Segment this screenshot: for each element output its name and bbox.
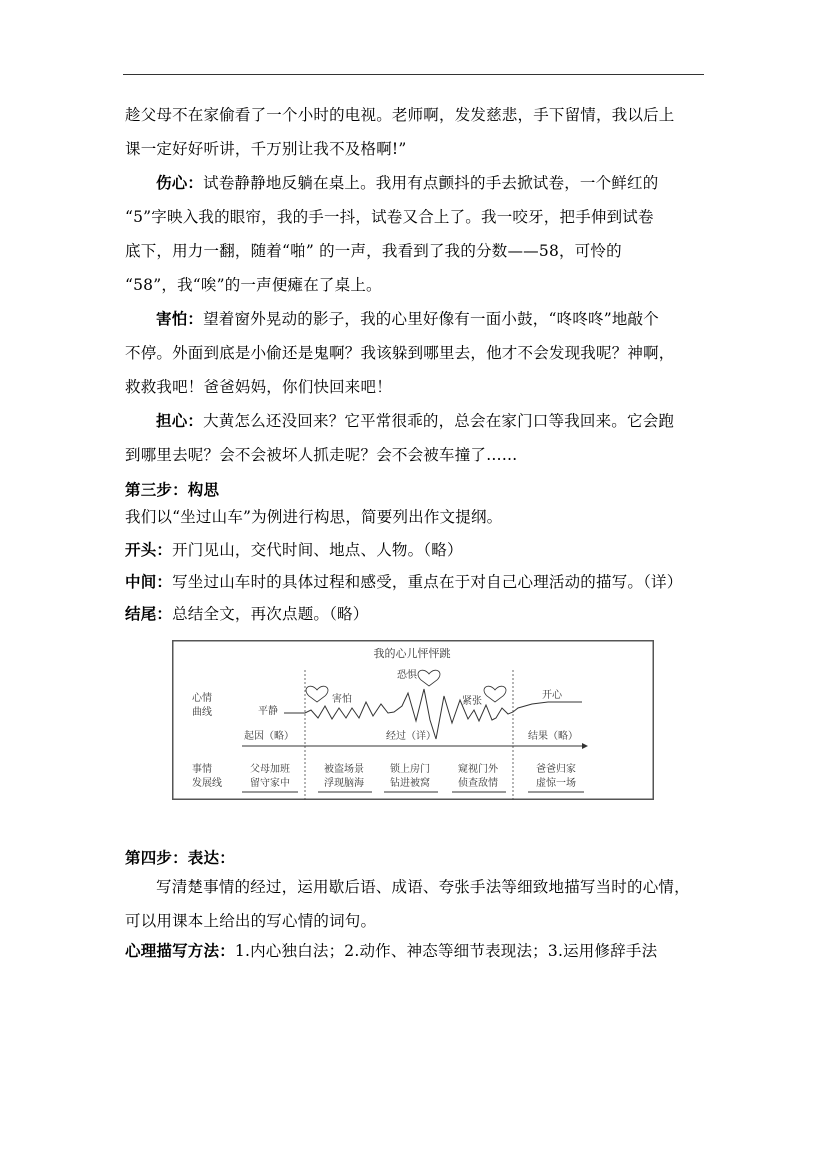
middle-label: 中间：	[125, 572, 173, 591]
event-label-2: 发展线	[192, 778, 222, 789]
figure-title: 我的心儿怦怦跳	[373, 647, 451, 660]
para-line: “5”字映入我的眼帘，我的手一抖，试卷又合上了。我一咬牙，把手伸到试卷	[125, 208, 654, 226]
result-label: 结果（略）	[528, 731, 578, 742]
afraid-label: 害怕：	[156, 309, 204, 328]
step4-heading: 第四步：表达：	[125, 848, 235, 867]
sad-label: 伤心：	[156, 173, 204, 192]
svg-text:留守家中: 留守家中	[250, 778, 290, 789]
start-text: 开门见山，交代时间、地点、人物。（略）	[172, 541, 463, 559]
outline-end	[125, 598, 710, 630]
para-line: 救救我吧！爸爸妈妈，你们快回来吧！	[125, 378, 392, 396]
happy-label: 开心	[542, 690, 562, 701]
end-label: 结尾：	[125, 604, 173, 623]
figure-border	[173, 641, 654, 800]
process-label: 经过（详）	[386, 731, 436, 742]
svg-text:锁上房门: 锁上房门	[390, 764, 430, 775]
step4-line: 可以用课本上给出的写心情的词句。	[125, 912, 377, 930]
svg-text:侦查敌情: 侦查敌情	[458, 778, 498, 789]
afraid-label-fig: 害怕	[332, 694, 352, 705]
calm-label: 平静	[258, 706, 278, 717]
step3-heading: 第三步：构思	[125, 480, 220, 499]
outline-middle	[125, 566, 710, 598]
para-line: 到哪里去呢？会不会被坏人抓走呢？会不会被车撞了……	[125, 446, 518, 464]
start-label: 开头：	[125, 540, 173, 559]
fear-label: 恐惧	[397, 670, 417, 681]
worry-label: 担心：	[156, 411, 204, 430]
middle-text: 写坐过山车时的具体过程和感受，重点在于对自己心理活动的描写。（详）	[172, 573, 683, 591]
para-line: 趁父母不在家偷看了一个小时的电视。老师啊，发发慈悲，手下留情，我以后上	[125, 106, 675, 124]
svg-text:窥视门外: 窥视门外	[458, 764, 498, 775]
curve-label-2: 曲线	[192, 707, 212, 718]
outline-start	[125, 534, 710, 566]
methods-label: 心理描写方法：	[125, 941, 235, 960]
svg-text:浮现脑海: 浮现脑海	[324, 778, 364, 789]
nervous-label: 紧张	[462, 696, 482, 707]
methods-line	[125, 936, 710, 966]
svg-text:父母加班: 父母加班	[250, 764, 290, 775]
worry-paragraph	[125, 404, 710, 438]
para-line: 课一定好好听讲，千万别让我不及格啊!”	[125, 140, 407, 158]
curve-label-1: 心情	[192, 693, 212, 704]
step4-line: 写清楚事情的经过，运用歇后语、成语、夸张手法等细致地描写当时的心情，	[156, 878, 690, 896]
sad-text: 试卷静静地反躺在桌上。我用有点颤抖的手去掀试卷，一个鲜红的	[203, 174, 659, 192]
para-line: 底下，用力一翻，随着“啪” 的一声，我看到了我的分数——58，可怜的	[125, 242, 622, 260]
afraid-paragraph	[125, 302, 710, 336]
header-rule	[123, 74, 704, 75]
end-text: 总结全文，再次点题。（略）	[172, 605, 369, 623]
sad-paragraph	[125, 166, 710, 200]
svg-text:虚惊一场: 虚惊一场	[536, 778, 576, 789]
mood-curve-figure	[172, 640, 654, 800]
svg-text:钻进被窝: 钻进被窝	[390, 778, 430, 789]
para-line: 不停。外面到底是小偷还是鬼啊？我该躲到哪里去，他才不会发现我呢？神啊，	[125, 344, 675, 362]
svg-text:被盗场景: 被盗场景	[324, 764, 364, 775]
para-line: “58”，我“唉”的一声便瘫在了桌上。	[125, 276, 382, 294]
svg-text:爸爸归家: 爸爸归家	[536, 764, 576, 775]
event-label-1: 事情	[192, 764, 212, 775]
afraid-text: 望着窗外晃动的影子，我的心里好像有一面小鼓，“咚咚咚”地敲个	[203, 310, 659, 328]
methods-text: 1.内心独白法；2.动作、神态等细节表现法；3.运用修辞手法	[234, 942, 658, 960]
cause-label: 起因（略）	[244, 731, 294, 742]
worry-text: 大黄怎么还没回来？它平常很乖的，总会在家门口等我回来。它会跑	[203, 412, 675, 430]
step3-intro: 我们以“坐过山车”为例进行构思，简要列出作文提纲。	[125, 508, 503, 526]
